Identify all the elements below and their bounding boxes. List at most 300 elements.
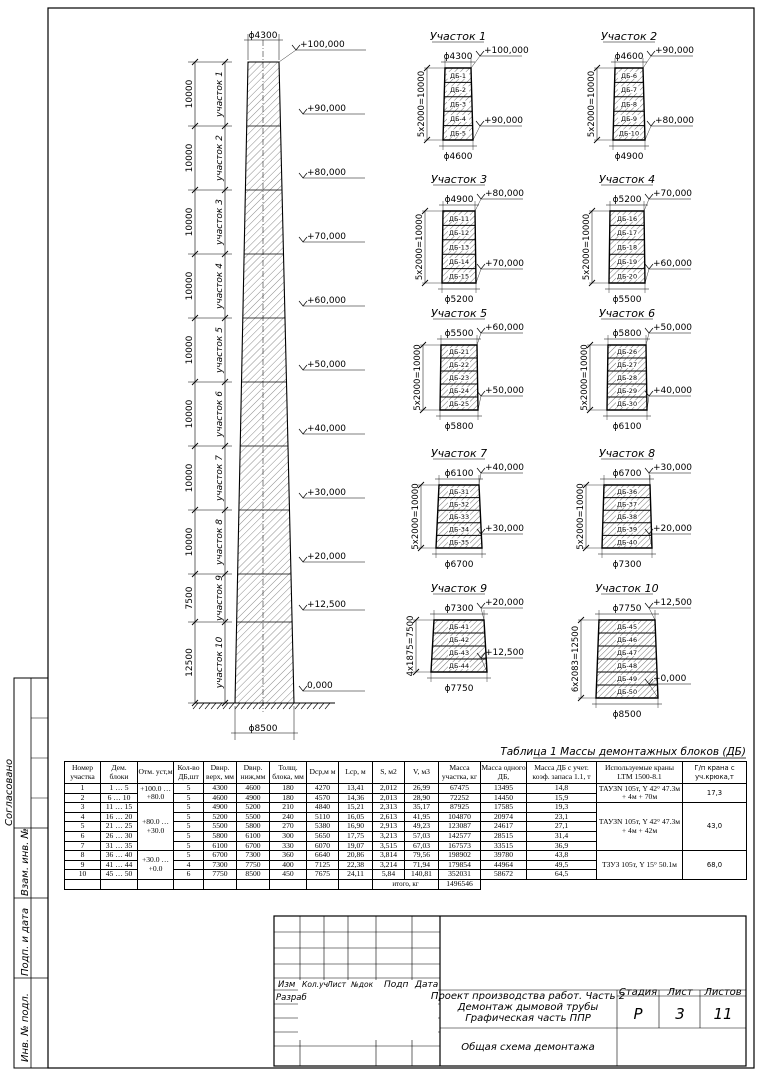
table-cell-m: 67475 [439,784,481,794]
section-top-diameter: ϕ4600 [614,52,644,62]
section-top-diameter: ϕ7750 [612,604,642,614]
section-bottom-elevation: +50,000 [485,386,525,396]
table-cell-s: 2,313 [373,803,405,813]
table-cell-count: 4 [174,860,204,870]
demolition-block-label: ДБ-1 [449,71,467,80]
table-cell-db: 5500 [237,812,270,822]
table-cell-dt: 5500 [204,822,237,832]
tower-section-label: участок 9 [215,575,225,621]
demolition-block-label: ДБ-4 [449,115,467,123]
section-top-elevation: +30,000 [653,463,693,473]
demolition-block-label: ДБ-26 [616,348,638,357]
table-cell-l: 16,90 [339,822,373,832]
table-header-cell: Dвнр. ниж,мм [237,762,270,784]
section-bottom-elevation: +60,000 [653,259,693,269]
table-cell-m1: 20974 [481,812,527,822]
table-title: Таблица 1 Массы демонтажных блоков (ДБ) [500,746,746,758]
tower-elevation-mark: 0,000 [307,681,333,691]
tower-section-height: 10000 [185,463,195,493]
table-cell-l: 13,41 [339,784,373,794]
demolition-block-label: ДБ-3 [449,100,467,109]
demolition-block-label: ДБ-8 [620,100,638,109]
section-top-elevation: +20,000 [485,598,525,608]
demolition-block-label: ДБ-38 [616,513,638,522]
tb-col-kol: Кол.уч [302,980,328,989]
table-cell-th: 330 [270,841,307,851]
table-cell-m: 123087 [439,822,481,832]
section-top-diameter: ϕ5800 [612,329,642,339]
tower-elevation-mark: +80,000 [307,168,347,178]
table-cell-dm: 5110 [307,812,339,822]
table-crane-cell: ТАУЗN 105т, Y 42° 47.3м + 4м + 42м [597,803,683,851]
table-cell-db: 6100 [237,831,270,841]
demolition-block-label: ДБ-50 [616,688,638,697]
section-detail-6 [580,307,692,432]
section-top-diameter: ϕ5500 [444,329,474,339]
section-top-elevation: +12,500 [653,598,693,608]
demolition-block-label: ДБ-10 [618,129,640,138]
table-cell-l: 19,07 [339,841,373,851]
table-cell-dt: 7750 [204,870,237,880]
table-cell-db: 7300 [237,851,270,861]
table-cell-m1: 28515 [481,831,527,841]
table-cell-blocks: 21 … 25 [101,822,138,832]
block-mass-table [64,761,747,890]
table-cell-dt: 6100 [204,841,237,851]
section-title: Участок 3 [430,173,488,186]
table-cell-dm: 4840 [307,803,339,813]
section-detail-1 [417,30,529,162]
section-title: Участок 2 [600,30,658,43]
table-cell-blocks: 31 … 35 [101,841,138,851]
tower-elevation-mark: +90,000 [307,104,347,114]
section-title: Участок 5 [430,307,488,320]
side-label-podp: Подп. и дата [20,907,31,976]
table-cell-count: 5 [174,822,204,832]
section-bottom-elevation: +70,000 [485,259,525,269]
table-cell-dt: 4600 [204,793,237,803]
table-cell-count: 5 [174,793,204,803]
table-cell-s: 2,613 [373,812,405,822]
table-header-cell: Lср, м [339,762,373,784]
table-cell-db: 4900 [237,793,270,803]
table-cell-th: 360 [270,851,307,861]
table-cell-n: 2 [65,793,101,803]
table-header-cell: Номер участка [65,762,101,784]
demolition-block-label: ДБ-46 [616,636,638,645]
demolition-block-label: ДБ-19 [616,258,638,266]
table-cell-db: 8500 [237,870,270,880]
tower-section-label: участок 4 [215,263,225,309]
table-cell-mk: 19,3 [527,803,597,813]
table-cell-blocks: 26 … 30 [101,831,138,841]
table-cell-m1: 33515 [481,841,527,851]
tower-elevation-mark: +30,000 [307,488,347,498]
table-cell-dm: 5380 [307,822,339,832]
section-top-elevation: +90,000 [655,46,695,56]
side-label-inv: Инв. № подл. [20,993,31,1062]
table-cell-n: 9 [65,860,101,870]
table-cell-dt: 5800 [204,831,237,841]
tower-elevation-mark: +70,000 [307,232,347,242]
table-cell-mk: 64,5 [527,870,597,880]
tb-project-2: Демонтаж дымовой трубы [457,1002,599,1013]
demolition-block-label: ДБ-35 [448,538,470,547]
demolition-block-label: ДБ-43 [448,649,470,658]
demolition-block-label: ДБ-11 [448,214,470,223]
table-cell-s: 2,013 [373,793,405,803]
title-block [274,916,746,1066]
tb-stage-label: Стадия [618,987,658,998]
section-detail-5 [413,307,524,432]
table-cell-v: 35,17 [405,803,439,813]
tb-sheets: 11 [713,1005,733,1023]
chimney-elevation [185,31,366,740]
table-cell-v: 79,56 [405,851,439,861]
table-cell-m1: 58672 [481,870,527,880]
demolition-block-label: ДБ-12 [448,229,470,238]
table-cell-db: 5200 [237,803,270,813]
section-title: Участок 10 [595,582,659,595]
table-cell-count: 5 [174,851,204,861]
tower-elevation-mark: +60,000 [307,296,347,306]
section-bottom-diameter: ϕ7750 [444,684,474,694]
table-cell-blocks: 11 … 15 [101,803,138,813]
demolition-block-label: ДБ-16 [616,214,638,223]
table-elevation-cell: +100.0 … +80.0 [138,784,174,803]
table-cell-m1: 14450 [481,793,527,803]
demolition-block-label: ДБ-32 [448,500,470,509]
tb-razrab: Разраб [276,993,307,1003]
section-top-elevation: +100,000 [484,46,529,56]
table-cell-count: 6 [174,870,204,880]
demolition-block-label: ДБ-45 [616,623,638,632]
table-cell-s: 3,213 [373,831,405,841]
demolition-block-label: ДБ-13 [448,243,470,252]
table-cell-s: 3,515 [373,841,405,851]
section-height-dimension: 5x2000=10000 [576,483,586,550]
tb-sheets-label: Листов [704,987,742,998]
section-top-diameter: ϕ4900 [444,195,474,205]
table-cell-n: 3 [65,803,101,813]
table-cell-mk: 43,8 [527,851,597,861]
side-strip [4,678,48,1068]
section-bottom-diameter: ϕ6100 [612,422,642,432]
section-title: Участок 6 [598,307,656,320]
table-cell-v: 67,03 [405,841,439,851]
table-cell-v: 28,90 [405,793,439,803]
table-cell-th: 400 [270,860,307,870]
table-cell-mk: 49,5 [527,860,597,870]
demolition-block-label: ДБ-23 [448,374,470,383]
tb-col-list: Лист [327,980,347,989]
demolition-block-label: ДБ-28 [616,374,638,383]
table-cell-m: 87925 [439,803,481,813]
table-elevation-cell: +80.0 … +30.0 [138,803,174,851]
section-height-dimension: 5x2000=10000 [587,70,597,138]
demolition-block-label: ДБ-27 [616,361,638,370]
table-cell-dm: 4270 [307,784,339,794]
table-cell-v: 26,99 [405,784,439,794]
demolition-block-label: ДБ-44 [448,662,470,671]
demolition-block-label: ДБ-37 [616,500,638,509]
table-cell-blocks: 6 … 10 [101,793,138,803]
demolition-block-label: ДБ-2 [449,86,467,95]
demolition-block-label: ДБ-24 [448,387,470,396]
table-header-cell: Используемые краны LTM 1500-8.1 [597,762,683,784]
table-cell-count: 5 [174,831,204,841]
table-cell-mk: 36,9 [527,841,597,851]
table-cell-dt: 5200 [204,812,237,822]
table-cell-dt: 4900 [204,803,237,813]
table-cell-s: 3,814 [373,851,405,861]
table-cell-m: 167573 [439,841,481,851]
table-header-cell: Отм. уст,м [138,762,174,784]
table-cell-m: 352031 [439,870,481,880]
section-bottom-diameter: ϕ4600 [443,152,473,162]
tower-section-height: 10000 [185,399,195,429]
tower-section-height: 12500 [185,648,195,677]
table-cell-th: 180 [270,793,307,803]
section-top-elevation: +60,000 [485,323,525,333]
table-header-cell: Кол-во ДБ,шт [174,762,204,784]
tower-section-height: 10000 [185,79,195,109]
demolition-block-label: ДБ-6 [620,71,638,80]
table-cell-v: 140,81 [405,870,439,880]
table-cell-l: 20,86 [339,851,373,861]
tower-section-height: 10000 [185,335,195,365]
table-cell-n: 7 [65,841,101,851]
table-total-label: итого, кг [373,879,439,889]
table-cell-th: 450 [270,870,307,880]
table-cell-dm: 7675 [307,870,339,880]
table-cell-n: 4 [65,812,101,822]
section-details [406,30,694,720]
section-height-dimension: 6x2083=12500 [571,625,581,693]
table-cell-dt: 6700 [204,851,237,861]
table-cell-dt: 7300 [204,860,237,870]
tower-section-height: 10000 [185,271,195,301]
table-cell-s: 5,84 [373,870,405,880]
table-cell-blocks: 16 … 20 [101,812,138,822]
table-cell-count: 5 [174,784,204,794]
table-cell-blocks: 41 … 44 [101,860,138,870]
section-detail-10 [571,582,692,720]
table-cell-db: 4600 [237,784,270,794]
section-top-diameter: ϕ6700 [612,469,642,479]
tb-project-3: Графическая часть ППР [465,1013,591,1024]
section-title: Участок 4 [598,173,656,186]
table-cell-dm: 7125 [307,860,339,870]
tower-elevation-top: +100,000 [300,40,345,50]
tb-sheet-label: Лист [667,987,693,998]
table-header-cell: Толщ. блока, мм [270,762,307,784]
demolition-block-label: ДБ-20 [616,272,638,281]
tower-section-height: 7500 [185,586,195,610]
table-cell-count: 5 [174,812,204,822]
table-cell-mk: 27,1 [527,822,597,832]
table-header-cell: Dвнр. верх, мм [204,762,237,784]
table-cell-v: 71,94 [405,860,439,870]
table-cell-count: 5 [174,803,204,813]
table-total-row [65,879,747,889]
section-detail-4 [582,173,692,305]
tower-section-label: участок 10 [215,636,225,689]
table-cell-m: 104870 [439,812,481,822]
table-cell-db: 7750 [237,860,270,870]
tb-col-ndok: №док [351,980,374,989]
table-cell-m: 179854 [439,860,481,870]
section-top-diameter: ϕ4300 [443,52,473,62]
demolition-block-label: ДБ-22 [448,361,470,370]
table-cell-th: 240 [270,812,307,822]
table-cell-blocks: 1 … 5 [101,784,138,794]
section-detail-8 [576,447,692,570]
tower-elevation-mark: +50,000 [307,360,347,370]
table-crane-cell: ТЗУЗ 105т, Y 15° 50.1м [597,851,683,880]
table-cell-v: 41,95 [405,812,439,822]
table-header-cell: Дем. блоки [101,762,138,784]
table-cell-n: 1 [65,784,101,794]
tower-section-label: участок 3 [215,199,225,245]
section-height-dimension: 5x2000=10000 [582,213,592,281]
table-elevation-cell: +30.0 … +0.0 [138,851,174,880]
table-total-value: 1496546 [439,879,481,889]
demolition-block-label: ДБ-48 [616,662,638,671]
section-top-diameter: ϕ5200 [612,195,642,205]
table-cell-dm: 6640 [307,851,339,861]
section-top-diameter: ϕ6100 [444,469,474,479]
tower-section-label: участок 5 [215,327,225,373]
table-cell-dm: 4570 [307,793,339,803]
tb-sheet-title: Общая схема демонтажа [461,1042,595,1053]
table-cell-l: 14,36 [339,793,373,803]
tower-elevation-mark: +12,500 [307,600,347,610]
table-cell-n: 10 [65,870,101,880]
demolition-block-label: ДБ-7 [620,86,638,95]
side-label-vzam: Взам. инв. № [20,828,31,896]
table-cell-l: 22,38 [339,860,373,870]
table-cell-m1: 39780 [481,851,527,861]
tower-section-label: участок 7 [215,455,225,501]
table-header-cell: Масса участка, кг [439,762,481,784]
demolition-block-label: ДБ-36 [616,487,638,496]
table-header-cell: Масса ДБ с учет. коэф. запаса 1.1, т [527,762,597,784]
table-cell-db: 5800 [237,822,270,832]
table-header-cell: Г/п крана с уч.крюка,т [683,762,747,784]
table-cell-v: 49,23 [405,822,439,832]
table-cell-s: 3,214 [373,860,405,870]
table-cell-m1: 13495 [481,784,527,794]
section-title: Участок 1 [429,30,487,43]
tower-section-label: участок 1 [215,71,225,117]
section-title: Участок 7 [430,447,488,460]
table-cell-m: 142577 [439,831,481,841]
tower-elevation-mark: +20,000 [307,552,347,562]
table-header-cell: Масса одного ДБ, [481,762,527,784]
section-bottom-elevation: +20,000 [653,524,693,534]
tb-col-podp: Подп [384,980,409,990]
demolition-block-label: ДБ-15 [448,272,470,281]
section-title: Участок 8 [598,447,656,460]
table-header-cell: S, м2 [373,762,405,784]
tower-top-diameter: ϕ4300 [248,31,278,41]
table-cell-mk: 31,4 [527,831,597,841]
section-bottom-diameter: ϕ4900 [614,152,644,162]
table-cell-blocks: 45 … 50 [101,870,138,880]
section-bottom-diameter: ϕ5800 [444,422,474,432]
table-row [65,784,747,794]
demolition-block-label: ДБ-49 [616,675,638,684]
demolition-block-label: ДБ-9 [620,115,638,123]
tower-section-label: участок 8 [215,519,225,565]
table-cell-blocks: 36 … 40 [101,851,138,861]
section-height-dimension: 5x2000=10000 [413,344,423,411]
demolition-block-label: ДБ-30 [616,400,638,409]
tb-stage: Р [633,1005,643,1023]
section-detail-3 [415,173,524,305]
tb-col-izm: Изм [278,980,296,990]
section-detail-7 [411,447,524,570]
section-top-elevation: +70,000 [653,189,693,199]
table-crane-cell: ТАУЗN 105т, Y 42° 47.3м + 4м + 70м [597,784,683,803]
demolition-block-label: ДБ-14 [448,258,470,266]
demolition-block-label: ДБ-42 [448,636,470,645]
table-cell-n: 6 [65,831,101,841]
tower-section-height: 10000 [185,527,195,557]
demolition-block-label: ДБ-47 [616,649,638,658]
demolition-block-label: ДБ-39 [616,525,638,534]
section-height-dimension: 5x2000=10000 [415,213,425,281]
section-top-elevation: +40,000 [485,463,525,473]
table-cell-m: 198902 [439,851,481,861]
demolition-block-label: ДБ-31 [448,487,470,496]
section-bottom-diameter: ϕ5200 [444,295,474,305]
table-cell-th: 210 [270,803,307,813]
section-bottom-elevation: +80,000 [655,116,695,126]
table-hook-cell: 17,3 [683,784,747,803]
section-height-dimension: 5x2000=10000 [580,344,590,411]
table-cell-m1: 24617 [481,822,527,832]
table-cell-n: 8 [65,851,101,861]
tb-sheet: 3 [675,1005,685,1023]
table-cell-mk: 15,9 [527,793,597,803]
demolition-block-label: ДБ-41 [448,623,470,632]
table-cell-th: 180 [270,784,307,794]
table-hook-cell: 43,0 [683,803,747,851]
table-cell-th: 300 [270,831,307,841]
tower-section-label: участок 2 [215,135,225,181]
side-label-soglasovano: Согласовано [4,758,15,826]
section-height-dimension: 5x2000=10000 [411,483,421,550]
table-cell-dt: 4300 [204,784,237,794]
section-bottom-diameter: ϕ6700 [444,560,474,570]
demolition-block-label: ДБ-29 [616,387,638,396]
table-header-cell: Dср,м м [307,762,339,784]
section-height-dimension: 5x2000=10000 [417,70,427,138]
table-cell-l: 15,21 [339,803,373,813]
table-cell-l: 17,75 [339,831,373,841]
table-row [65,851,747,861]
section-top-elevation: +80,000 [485,189,525,199]
table-cell-mk: 23,1 [527,812,597,822]
table-cell-count: 5 [174,841,204,851]
section-detail-9 [406,582,524,694]
section-top-elevation: +50,000 [653,323,693,333]
tower-elevation-mark: +40,000 [307,424,347,434]
section-bottom-elevation: +30,000 [485,524,525,534]
table-cell-s: 2,012 [373,784,405,794]
